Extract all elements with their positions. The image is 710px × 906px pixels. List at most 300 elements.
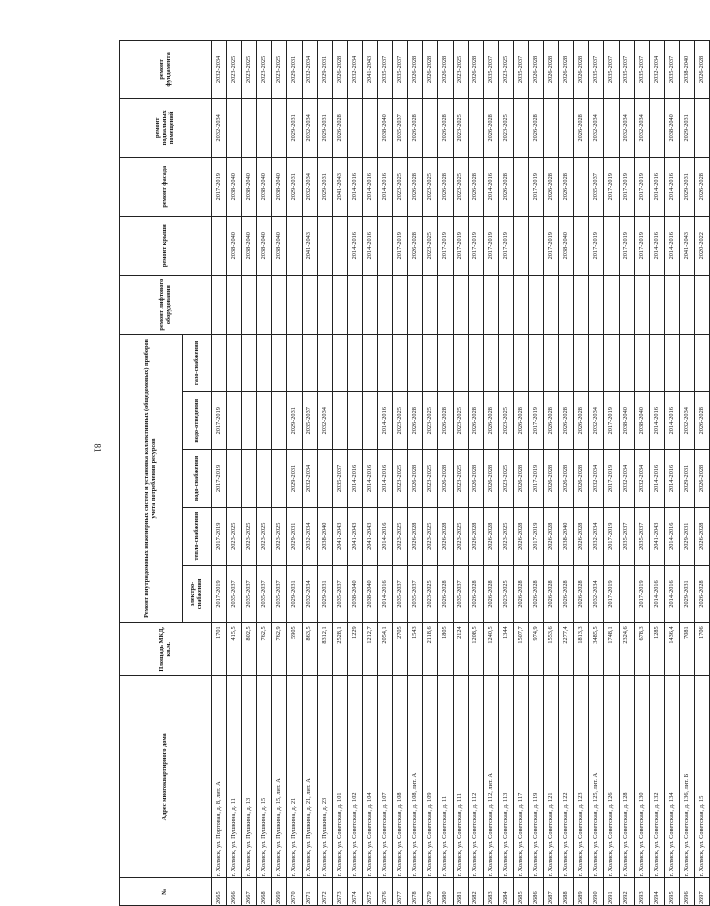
table-row bbox=[272, 41, 287, 906]
cell-gas bbox=[664, 334, 679, 392]
cell-address: г. Холмск, ул. Советская, д. 119 bbox=[528, 676, 543, 878]
cell-water: 2026-2028 bbox=[695, 450, 710, 508]
cell-area: 1748,1 bbox=[604, 623, 619, 676]
header-roof: ремонт крыши bbox=[120, 216, 212, 275]
cell-roof: 2017-2019 bbox=[438, 216, 453, 275]
cell-sewer: 2026-2028 bbox=[483, 392, 498, 450]
cell-elevator bbox=[227, 275, 242, 334]
cell-area: 1543 bbox=[408, 623, 423, 676]
cell-heat: 2023-2025 bbox=[227, 507, 242, 565]
cell-elevator bbox=[438, 275, 453, 334]
cell-area: 1229 bbox=[347, 623, 362, 676]
cell-electric: 2035-2037 bbox=[272, 565, 287, 623]
cell-water: 2017-2019 bbox=[212, 450, 227, 508]
cell-sewer: 2026-2028 bbox=[544, 392, 559, 450]
table-row bbox=[589, 41, 604, 906]
cell-sewer: 2029-2031 bbox=[287, 392, 302, 450]
cell-facade: 2029-2031 bbox=[317, 157, 332, 216]
table-row bbox=[317, 41, 332, 906]
cell-num: 2695 bbox=[664, 878, 679, 906]
cell-address: г. Холмск, ул. Советская, д. 108 bbox=[393, 676, 408, 878]
cell-heat: 2041-2043 bbox=[347, 507, 362, 565]
cell-basement: 2032-2034 bbox=[589, 98, 604, 157]
cell-basement bbox=[695, 98, 710, 157]
cell-elevator bbox=[634, 275, 649, 334]
table-row bbox=[498, 41, 513, 906]
cell-water: 2032-2034 bbox=[589, 450, 604, 508]
cell-gas bbox=[393, 334, 408, 392]
cell-heat: 2023-2025 bbox=[423, 507, 438, 565]
cell-heat: 2026-2028 bbox=[513, 507, 528, 565]
table-row bbox=[544, 41, 559, 906]
table-body bbox=[212, 41, 710, 906]
cell-facade: 2026-2028 bbox=[695, 157, 710, 216]
cell-water: 2026-2028 bbox=[544, 450, 559, 508]
cell-gas bbox=[589, 334, 604, 392]
cell-water: 2017-2019 bbox=[528, 450, 543, 508]
cell-elevator bbox=[212, 275, 227, 334]
cell-num: 2689 bbox=[574, 878, 589, 906]
cell-gas bbox=[408, 334, 423, 392]
cell-water: 2032-2034 bbox=[302, 450, 317, 508]
cell-foundation: 2035-2037 bbox=[619, 41, 634, 99]
cell-gas bbox=[544, 334, 559, 392]
cell-gas bbox=[513, 334, 528, 392]
cell-facade bbox=[513, 157, 528, 216]
cell-electric: 2017-2019 bbox=[604, 565, 619, 623]
cell-water: 2026-2028 bbox=[574, 450, 589, 508]
cell-area: 1701 bbox=[212, 623, 227, 676]
cell-elevator bbox=[272, 275, 287, 334]
cell-roof: 2023-2025 bbox=[423, 216, 438, 275]
cell-roof: 2038-2040 bbox=[242, 216, 257, 275]
cell-foundation: 2035-2037 bbox=[634, 41, 649, 99]
cell-heat: 2023-2025 bbox=[498, 507, 513, 565]
cell-elevator bbox=[287, 275, 302, 334]
cell-facade: 2026-2028 bbox=[498, 157, 513, 216]
table-row bbox=[679, 41, 694, 906]
cell-facade: 2038-2040 bbox=[227, 157, 242, 216]
cell-roof: 2017-2019 bbox=[483, 216, 498, 275]
cell-basement bbox=[227, 98, 242, 157]
cell-electric: 2026-2028 bbox=[528, 565, 543, 623]
cell-foundation: 2026-2028 bbox=[544, 41, 559, 99]
header-foundation: ремонт фундамента bbox=[120, 41, 212, 99]
cell-electric: 2026-2028 bbox=[438, 565, 453, 623]
cell-facade: 2017-2019 bbox=[634, 157, 649, 216]
cell-area: 2528,1 bbox=[332, 623, 347, 676]
cell-heat: 2032-2034 bbox=[589, 507, 604, 565]
cell-num: 2694 bbox=[649, 878, 664, 906]
cell-water: 2023-2025 bbox=[453, 450, 468, 508]
cell-num: 2685 bbox=[513, 878, 528, 906]
header-water: водо-снабжения bbox=[183, 450, 212, 508]
cell-gas bbox=[347, 334, 362, 392]
cell-facade: 2014-2016 bbox=[649, 157, 664, 216]
cell-foundation: 2026-2028 bbox=[528, 41, 543, 99]
cell-basement bbox=[604, 98, 619, 157]
cell-address: г. Холмск, ул. Советская, д. 136, лит. Б bbox=[679, 676, 694, 878]
table-row bbox=[393, 41, 408, 906]
cell-gas bbox=[574, 334, 589, 392]
cell-num: 2693 bbox=[634, 878, 649, 906]
cell-water bbox=[272, 450, 287, 508]
cell-address: г. Холмск, ул. Советская, д. 111 bbox=[453, 676, 468, 878]
cell-water: 2035-2037 bbox=[332, 450, 347, 508]
cell-basement: 2032-2034 bbox=[634, 98, 649, 157]
table-row bbox=[302, 41, 317, 906]
cell-elevator bbox=[242, 275, 257, 334]
rotated-page bbox=[119, 40, 705, 906]
cell-num: 2681 bbox=[453, 878, 468, 906]
cell-basement bbox=[272, 98, 287, 157]
cell-electric: 2026-2028 bbox=[483, 565, 498, 623]
cell-elevator bbox=[559, 275, 574, 334]
cell-basement bbox=[559, 98, 574, 157]
table-row bbox=[362, 41, 377, 906]
cell-sewer bbox=[257, 392, 272, 450]
table-row bbox=[423, 41, 438, 906]
cell-elevator bbox=[604, 275, 619, 334]
cell-roof: 2038-2040 bbox=[559, 216, 574, 275]
cell-gas bbox=[378, 334, 393, 392]
cell-roof: 2026-2028 bbox=[408, 216, 423, 275]
cell-sewer: 2026-2028 bbox=[408, 392, 423, 450]
cell-roof: 2038-2040 bbox=[227, 216, 242, 275]
cell-electric: 2035-2037 bbox=[453, 565, 468, 623]
cell-address: г. Холмск, ул. Советская, д. 112, лит. А bbox=[483, 676, 498, 878]
cell-address: г. Холмск, ул. Советская, д. 130 bbox=[634, 676, 649, 878]
cell-address: г. Холмск, ул. Советская, д. 125, лит. А bbox=[589, 676, 604, 878]
cell-num: 2682 bbox=[468, 878, 483, 906]
cell-num: 2675 bbox=[362, 878, 377, 906]
cell-water: 2026-2028 bbox=[468, 450, 483, 508]
cell-gas bbox=[559, 334, 574, 392]
cell-roof bbox=[513, 216, 528, 275]
cell-address: г. Холмск, ул. Советская, д. 104 bbox=[362, 676, 377, 878]
cell-num: 2683 bbox=[483, 878, 498, 906]
cell-elevator bbox=[544, 275, 559, 334]
cell-foundation: 2032-2034 bbox=[347, 41, 362, 99]
table-row bbox=[483, 41, 498, 906]
cell-water: 2029-2031 bbox=[287, 450, 302, 508]
cell-foundation: 2026-2028 bbox=[559, 41, 574, 99]
cell-num: 2666 bbox=[227, 878, 242, 906]
cell-elevator bbox=[483, 275, 498, 334]
cell-area: 2705 bbox=[393, 623, 408, 676]
cell-electric: 2023-2025 bbox=[423, 565, 438, 623]
cell-basement bbox=[513, 98, 528, 157]
cell-sewer: 2014-2016 bbox=[378, 392, 393, 450]
cell-basement: 2026-2028 bbox=[574, 98, 589, 157]
cell-heat: 2038-2040 bbox=[317, 507, 332, 565]
cell-roof: 2017-2019 bbox=[544, 216, 559, 275]
header-heat: тепло-снабжения bbox=[183, 507, 212, 565]
cell-sewer: 2032-2034 bbox=[589, 392, 604, 450]
cell-sewer bbox=[347, 392, 362, 450]
cell-area: 1208,5 bbox=[468, 623, 483, 676]
cell-sewer: 2026-2028 bbox=[468, 392, 483, 450]
cell-elevator bbox=[347, 275, 362, 334]
cell-area: 415,5 bbox=[227, 623, 242, 676]
cell-heat: 2041-2043 bbox=[362, 507, 377, 565]
cell-foundation: 2026-2028 bbox=[438, 41, 453, 99]
cell-electric: 2038-2040 bbox=[347, 565, 362, 623]
table-row bbox=[438, 41, 453, 906]
cell-electric: 2014-2016 bbox=[649, 565, 664, 623]
cell-num: 2670 bbox=[287, 878, 302, 906]
cell-foundation: 2029-2031 bbox=[317, 41, 332, 99]
cell-address: г. Холмск, ул. Пушкина, д. 23 bbox=[317, 676, 332, 878]
header-area: Площадь МКД, кв.м. bbox=[120, 623, 212, 676]
cell-basement: 2029-2031 bbox=[317, 98, 332, 157]
header-gas: газо-снабжения bbox=[183, 334, 212, 392]
cell-foundation: 2026-2028 bbox=[695, 41, 710, 99]
cell-electric: 2026-2028 bbox=[513, 565, 528, 623]
cell-foundation: 2023-2025 bbox=[257, 41, 272, 99]
cell-water: 2026-2028 bbox=[513, 450, 528, 508]
cell-basement: 2032-2034 bbox=[619, 98, 634, 157]
cell-num: 2671 bbox=[302, 878, 317, 906]
cell-basement: 2026-2028 bbox=[332, 98, 347, 157]
cell-basement bbox=[347, 98, 362, 157]
cell-electric: 2026-2028 bbox=[468, 565, 483, 623]
cell-gas bbox=[212, 334, 227, 392]
cell-sewer bbox=[242, 392, 257, 450]
cell-electric: 2026-2028 bbox=[695, 565, 710, 623]
cell-sewer: 2014-2016 bbox=[664, 392, 679, 450]
cell-roof: 2017-2019 bbox=[453, 216, 468, 275]
table-row bbox=[619, 41, 634, 906]
cell-foundation: 2032-2034 bbox=[212, 41, 227, 99]
cell-area: 5905 bbox=[287, 623, 302, 676]
cell-area: 1240,5 bbox=[483, 623, 498, 676]
cell-water: 2026-2028 bbox=[559, 450, 574, 508]
cell-elevator bbox=[257, 275, 272, 334]
cell-address: г. Холмск, ул. Советская, д. 134 bbox=[664, 676, 679, 878]
cell-num: 2678 bbox=[408, 878, 423, 906]
cell-roof: 2038-2040 bbox=[257, 216, 272, 275]
cell-num: 2684 bbox=[498, 878, 513, 906]
cell-elevator bbox=[362, 275, 377, 334]
cell-address: г. Холмск, ул. Пушкина, д. 21 bbox=[287, 676, 302, 878]
table-row bbox=[513, 41, 528, 906]
cell-gas bbox=[634, 334, 649, 392]
table-row bbox=[212, 41, 227, 906]
cell-electric: 2029-2031 bbox=[287, 565, 302, 623]
cell-address: г. Холмск, ул. Советская, д. 128 bbox=[619, 676, 634, 878]
cell-elevator bbox=[317, 275, 332, 334]
cell-area: 762,5 bbox=[257, 623, 272, 676]
cell-basement: 2026-2028 bbox=[528, 98, 543, 157]
cell-gas bbox=[438, 334, 453, 392]
cell-address: г. Холмск, ул. Советская, д. 132 bbox=[649, 676, 664, 878]
cell-electric bbox=[619, 565, 634, 623]
cell-gas bbox=[272, 334, 287, 392]
cell-basement: 2029-2031 bbox=[679, 98, 694, 157]
cell-facade: 2014-2016 bbox=[378, 157, 393, 216]
header-num: № bbox=[120, 878, 212, 906]
cell-area: 2124 bbox=[453, 623, 468, 676]
cell-num: 2690 bbox=[589, 878, 604, 906]
cell-water bbox=[227, 450, 242, 508]
cell-facade: 2023-2025 bbox=[453, 157, 468, 216]
repair-schedule-table bbox=[119, 40, 710, 906]
cell-address: г. Холмск, ул. Советская, д. 126 bbox=[604, 676, 619, 878]
cell-elevator bbox=[498, 275, 513, 334]
cell-num: 2668 bbox=[257, 878, 272, 906]
cell-elevator bbox=[574, 275, 589, 334]
cell-elevator bbox=[513, 275, 528, 334]
cell-gas bbox=[332, 334, 347, 392]
table-row bbox=[242, 41, 257, 906]
cell-facade: 2026-2028 bbox=[559, 157, 574, 216]
cell-sewer: 2032-2034 bbox=[317, 392, 332, 450]
cell-address: г. Холмск, ул. Пушкина, д. 13 bbox=[242, 676, 257, 878]
cell-sewer: 2026-2028 bbox=[695, 392, 710, 450]
cell-basement bbox=[468, 98, 483, 157]
cell-elevator bbox=[378, 275, 393, 334]
cell-elevator bbox=[528, 275, 543, 334]
cell-basement: 2026-2028 bbox=[438, 98, 453, 157]
cell-address: г. Холмск, ул. Советская, д. 113 bbox=[498, 676, 513, 878]
cell-elevator bbox=[302, 275, 317, 334]
cell-sewer: 2026-2028 bbox=[438, 392, 453, 450]
cell-area: 1553,6 bbox=[544, 623, 559, 676]
cell-heat: 2023-2025 bbox=[393, 507, 408, 565]
table-row bbox=[408, 41, 423, 906]
cell-elevator bbox=[664, 275, 679, 334]
cell-elevator bbox=[468, 275, 483, 334]
cell-facade: 2038-2040 bbox=[257, 157, 272, 216]
cell-electric: 2026-2028 bbox=[544, 565, 559, 623]
cell-foundation: 2035-2037 bbox=[664, 41, 679, 99]
cell-elevator bbox=[589, 275, 604, 334]
cell-foundation: 2041-2043 bbox=[362, 41, 377, 99]
cell-basement bbox=[242, 98, 257, 157]
cell-address: г. Холмск, ул. Советская, д. 117 bbox=[513, 676, 528, 878]
cell-roof: 2014-2016 bbox=[649, 216, 664, 275]
cell-electric: 2038-2040 bbox=[362, 565, 377, 623]
table-row bbox=[257, 41, 272, 906]
cell-elevator bbox=[393, 275, 408, 334]
cell-roof: 2017-2019 bbox=[634, 216, 649, 275]
cell-num: 2679 bbox=[423, 878, 438, 906]
cell-basement: 2029-2031 bbox=[287, 98, 302, 157]
cell-foundation: 2035-2037 bbox=[604, 41, 619, 99]
cell-roof bbox=[574, 216, 589, 275]
cell-roof: 2014-2016 bbox=[347, 216, 362, 275]
cell-gas bbox=[528, 334, 543, 392]
cell-roof: 2041-2043 bbox=[679, 216, 694, 275]
cell-water: 2026-2028 bbox=[438, 450, 453, 508]
cell-num: 2696 bbox=[679, 878, 694, 906]
cell-electric: 2035-2037 bbox=[227, 565, 242, 623]
cell-electric: 2035-2037 bbox=[408, 565, 423, 623]
cell-num: 2677 bbox=[393, 878, 408, 906]
cell-foundation: 2038-2040 bbox=[679, 41, 694, 99]
cell-facade: 2038-2040 bbox=[272, 157, 287, 216]
cell-address: г. Холмск, ул. Пушкина, д. 15, лит. А bbox=[272, 676, 287, 878]
cell-water bbox=[257, 450, 272, 508]
cell-basement bbox=[649, 98, 664, 157]
cell-area: 1436,4 bbox=[664, 623, 679, 676]
cell-water: 2023-2025 bbox=[423, 450, 438, 508]
cell-foundation: 2032-2034 bbox=[302, 41, 317, 99]
cell-electric: 2035-2037 bbox=[242, 565, 257, 623]
cell-water: 2026-2028 bbox=[408, 450, 423, 508]
table-row bbox=[604, 41, 619, 906]
cell-heat: 2017-2019 bbox=[528, 507, 543, 565]
cell-electric: 2035-2037 bbox=[257, 565, 272, 623]
cell-gas bbox=[679, 334, 694, 392]
header-engineering-systems: Ремонт внутридомовых инженерных систем и установка коллективных (общедомовых) приборов учета потребления ресурсов bbox=[120, 334, 183, 623]
cell-electric: 2014-2016 bbox=[378, 565, 393, 623]
cell-electric: 2029-2031 bbox=[317, 565, 332, 623]
cell-facade: 2014-2016 bbox=[483, 157, 498, 216]
cell-facade: 2026-2028 bbox=[408, 157, 423, 216]
cell-water: 2029-2031 bbox=[679, 450, 694, 508]
cell-sewer bbox=[272, 392, 287, 450]
cell-sewer: 2023-2025 bbox=[423, 392, 438, 450]
cell-heat: 2032-2034 bbox=[302, 507, 317, 565]
cell-electric: 2017-2019 bbox=[212, 565, 227, 623]
cell-gas bbox=[468, 334, 483, 392]
cell-heat: 2026-2028 bbox=[695, 507, 710, 565]
table-row bbox=[453, 41, 468, 906]
cell-area: 762,9 bbox=[272, 623, 287, 676]
cell-heat: 2029-2031 bbox=[287, 507, 302, 565]
cell-num: 2676 bbox=[378, 878, 393, 906]
cell-address: г. Холмск, ул. Пушкина, д. 11 bbox=[227, 676, 242, 878]
cell-facade: 2014-2016 bbox=[664, 157, 679, 216]
cell-gas bbox=[423, 334, 438, 392]
cell-water: 2014-2016 bbox=[649, 450, 664, 508]
cell-water: 2014-2016 bbox=[378, 450, 393, 508]
cell-area: 2118,6 bbox=[423, 623, 438, 676]
table-row bbox=[227, 41, 242, 906]
cell-water: 2032-2034 bbox=[619, 450, 634, 508]
cell-foundation: 2026-2028 bbox=[423, 41, 438, 99]
cell-water: 2032-2034 bbox=[634, 450, 649, 508]
cell-area: 678,3 bbox=[634, 623, 649, 676]
cell-sewer: 2023-2025 bbox=[453, 392, 468, 450]
cell-gas bbox=[483, 334, 498, 392]
cell-facade: 2017-2019 bbox=[212, 157, 227, 216]
cell-num: 2669 bbox=[272, 878, 287, 906]
header-sewer: водо-отведения bbox=[183, 392, 212, 450]
table-row bbox=[634, 41, 649, 906]
cell-facade: 2032-2034 bbox=[302, 157, 317, 216]
cell-facade: 2017-2019 bbox=[604, 157, 619, 216]
cell-sewer bbox=[362, 392, 377, 450]
cell-heat: 2023-2025 bbox=[257, 507, 272, 565]
cell-num: 2688 bbox=[559, 878, 574, 906]
cell-basement: 2035-2037 bbox=[393, 98, 408, 157]
cell-area: 1212,7 bbox=[362, 623, 377, 676]
cell-facade bbox=[574, 157, 589, 216]
cell-roof bbox=[604, 216, 619, 275]
cell-area: 802,5 bbox=[242, 623, 257, 676]
cell-foundation: 2026-2028 bbox=[332, 41, 347, 99]
cell-facade: 2026-2028 bbox=[544, 157, 559, 216]
cell-roof bbox=[287, 216, 302, 275]
cell-roof: 2017-2019 bbox=[619, 216, 634, 275]
cell-sewer: 2026-2028 bbox=[559, 392, 574, 450]
cell-roof bbox=[212, 216, 227, 275]
cell-area: 3485,5 bbox=[589, 623, 604, 676]
cell-foundation: 2026-2028 bbox=[408, 41, 423, 99]
